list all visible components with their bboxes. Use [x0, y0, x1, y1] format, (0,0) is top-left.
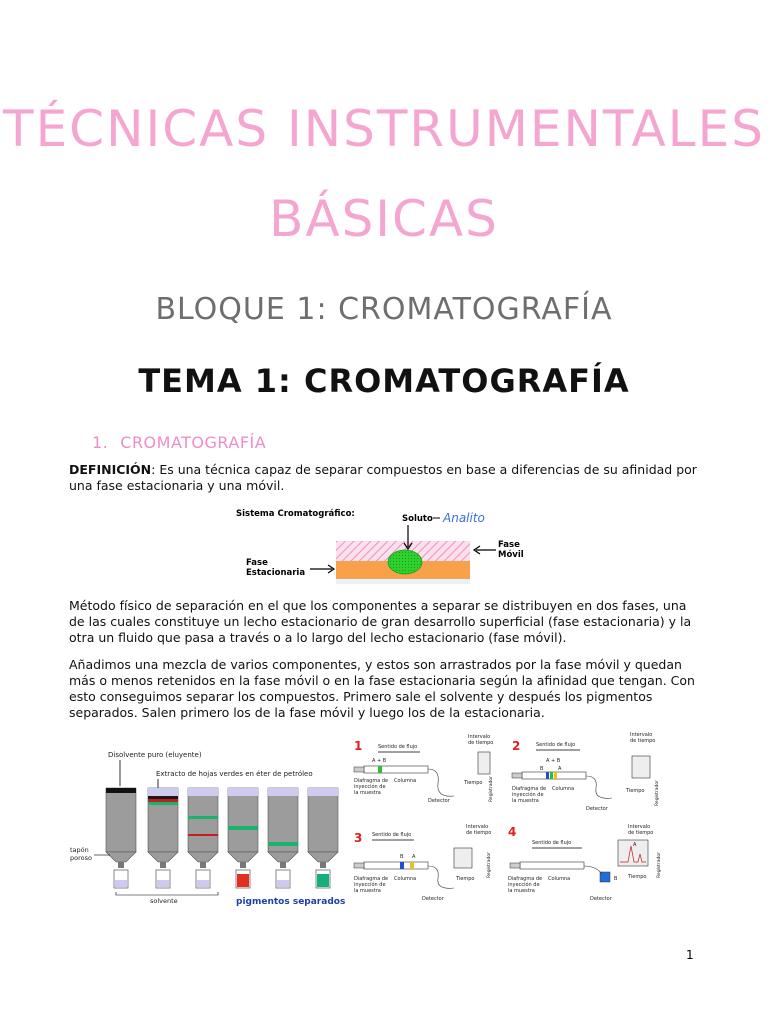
pigmentos-label: pigmentos separados [236, 897, 346, 907]
panel3-interval-2: de tiempo [466, 830, 492, 836]
panel2-b: B [540, 766, 544, 772]
panel3-diafragma-3: la muestra [354, 888, 381, 894]
support-band [336, 579, 470, 584]
panel3-diafragma-2: inyección de [354, 882, 386, 888]
column-2 [148, 788, 178, 888]
column-5 [268, 788, 298, 888]
panel2-detector: Detector [586, 806, 608, 812]
eluent-label: Disolvente puro (eluyente) [108, 751, 202, 759]
column-3 [188, 788, 218, 888]
solvente-bracket [116, 892, 218, 895]
chromatographic-system-figure [230, 503, 530, 585]
panel2-a: A [558, 766, 562, 772]
panel2-diafragma-1: Diafragma de [512, 786, 547, 792]
panel3-detector: Detector [422, 896, 444, 902]
flow-panel-4 [508, 824, 662, 902]
panel3-column [364, 862, 428, 869]
column-6 [308, 788, 338, 888]
section-title: CROMATOGRAFÍA [120, 433, 267, 452]
solvente-label: solvente [150, 897, 178, 905]
panel1-interval-2: de tiempo [468, 740, 494, 746]
figure1-title: Sistema Cromatográfico: [236, 509, 355, 519]
panel-number-4: 4 [508, 825, 517, 839]
tapon-label-2: poroso [70, 854, 92, 862]
document-title-line-2: BÁSICAS [269, 190, 499, 248]
panel3-interval-1: Intervalo [466, 824, 489, 830]
panel4-interval-1: Intervalo [628, 824, 651, 830]
panel1-ab: A + B [372, 758, 387, 764]
panel1-diafragma-1: Diafragma de [354, 778, 389, 784]
panel4-flow-label: Sentido de flujo [532, 840, 572, 846]
panel2-columna: Columna [552, 786, 575, 792]
flow-panel-1 [354, 734, 494, 804]
panel4-interval-2: de tiempo [628, 830, 654, 836]
method-paragraph: Método físico de separación en el que los componentes a separar se distribuyen en dos fases, una de las cuales constituye un lecho estacionario de gran desarrollo superficial (fase estacionaria) y la otra un fluido que pasa a través o a lo largo del lecho estacionario (fase móvil). [69, 598, 692, 645]
panel4-tiempo: Tiempo [628, 874, 647, 880]
panel1-detector: Detector [428, 798, 450, 804]
panel2-interval-1: Intervalo [630, 732, 653, 738]
column-chromatography-figure [68, 742, 348, 910]
stationary-label-1: Fase [246, 558, 268, 568]
mobile-phase-arrow [474, 546, 496, 554]
panel4-diafragma-3: la muestra [508, 888, 535, 894]
panel2-ab: A + B [546, 758, 561, 764]
page-number: 1 [686, 948, 694, 962]
panel4-column [520, 862, 584, 869]
panel3-registrador: Registrador [487, 852, 492, 878]
definition-label: DEFINICIÓN [69, 462, 152, 477]
panel4-columna: Columna [548, 876, 571, 882]
flow-panel-3 [354, 824, 492, 902]
panel-number-1: 1 [354, 739, 363, 753]
panel4-a: A [633, 842, 637, 848]
tema-heading: TEMA 1: CROMATOGRAFÍA [138, 362, 630, 400]
panel4-registrador: Registrador [657, 852, 662, 878]
document-title-line-1: TÉCNICAS INSTRUMENTALES [3, 100, 765, 158]
process-paragraph: Añadimos una mezcla de varios componentes, y estos son arrastrados por la fase móvil y quedan más o menos retenidos en la fase móvil o en la fase estacionaria según la afinidad que tengan. Con esto conseguimos separar los compuestos. Primero sale el solvente y después los pigmentos separados. Salen primero los de la fase móvil y luego los de la estacionaria. [69, 657, 695, 720]
panel4-detector: Detector [590, 896, 612, 902]
solute-blob [388, 550, 422, 574]
panel1-column [364, 766, 428, 773]
panel2-interval-2: de tiempo [630, 738, 656, 744]
panel3-b: B [400, 854, 404, 860]
solute-label: Soluto [402, 514, 433, 524]
panel-number-2: 2 [512, 739, 521, 753]
panel4-b: B [614, 876, 618, 882]
panel4-diafragma-2: inyección de [508, 882, 540, 888]
panel2-diafragma-2: inyección de [512, 792, 544, 798]
column-4 [228, 788, 258, 888]
column-1 [106, 788, 136, 888]
mobile-phase-label-2: Móvil [498, 550, 524, 560]
panel3-tiempo: Tiempo [456, 876, 475, 882]
panel4-diafragma-1: Diafragma de [508, 876, 543, 882]
panel2-flow-label: Sentido de flujo [536, 742, 576, 748]
panel3-flow-label: Sentido de flujo [372, 832, 412, 838]
stationary-arrow [310, 565, 334, 573]
mobile-phase-label-1: Fase [498, 540, 520, 550]
panel-number-3: 3 [354, 831, 363, 845]
extract-label: Extracto de hojas verdes en éter de petróleo [156, 770, 313, 778]
panel1-tiempo: Tiempo [464, 780, 483, 786]
panel1-diafragma-3: la muestra [354, 790, 381, 796]
panel1-diafragma-2: inyección de [354, 784, 386, 790]
bloque-heading: BLOQUE 1: CROMATOGRAFÍA [155, 292, 613, 327]
panel2-tiempo: Tiempo [626, 788, 645, 794]
panel1-columna: Columna [394, 778, 417, 784]
definition-paragraph [69, 462, 701, 494]
definition-text: : Es una técnica capaz de separar compuestos en base a diferencias de su afinidad por una fase estacionaria y una móvil. [69, 462, 697, 493]
panel1-interval-1: Intervalo [468, 734, 491, 740]
flow-chromatography-figure [350, 728, 670, 908]
solute-arrow-head [404, 525, 412, 549]
panel1-flow-label: Sentido de flujo [378, 744, 418, 750]
section-heading [92, 433, 266, 452]
analito-handwritten: Analito [443, 511, 485, 525]
panel1-registrador: Registrador [489, 776, 494, 802]
panel3-columna: Columna [394, 876, 417, 882]
panel2-diafragma-3: la muestra [512, 798, 539, 804]
panel2-registrador: Registrador [655, 780, 660, 806]
panel3-a: A [412, 854, 416, 860]
section-number: 1. [92, 433, 109, 452]
stationary-label-2: Estacionaria [246, 568, 306, 578]
flow-panel-2 [512, 732, 660, 812]
tapon-label-1: tapón [70, 846, 89, 854]
panel3-diafragma-1: Diafragma de [354, 876, 389, 882]
